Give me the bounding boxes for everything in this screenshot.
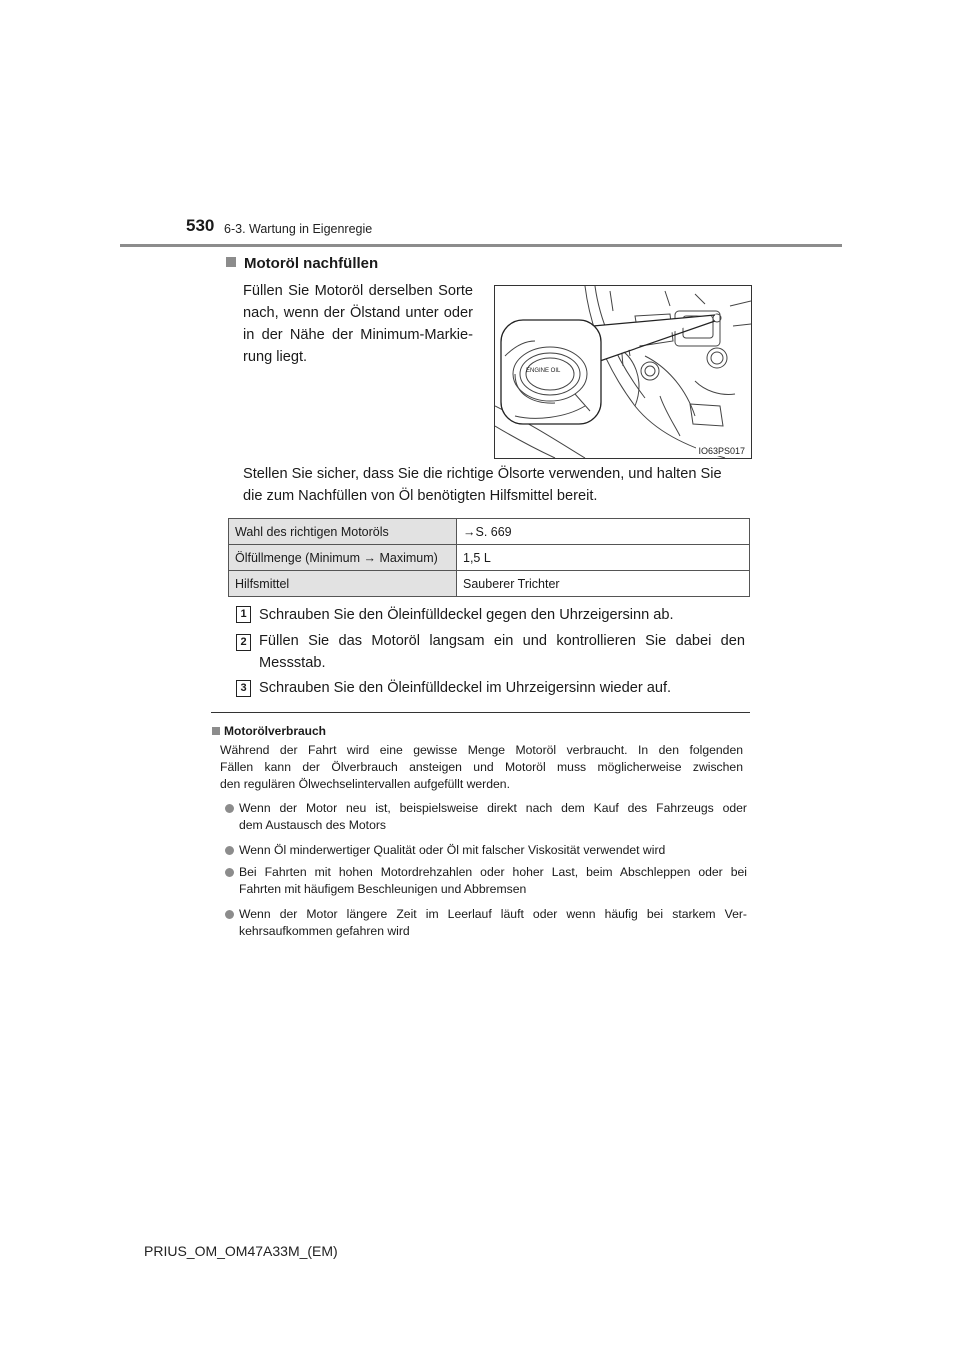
bullet-line: dem Austausch des Motors <box>239 818 386 832</box>
step-text <box>259 677 745 699</box>
bullet-line: kehrsaufkommen gefahren wird <box>239 924 410 938</box>
note-line: Fällen kann der Ölverbrauch ansteigen und Motoröl muss möglicherweise zwischen <box>220 760 743 774</box>
step-text <box>259 604 745 626</box>
square-bullet-icon <box>212 727 220 735</box>
step-line: Füllen Sie das Motoröl langsam ein und kontrollieren Sie dabei den <box>259 633 745 649</box>
intro-line: nach, wenn der Ölstand unter oder <box>243 305 473 321</box>
table-row <box>229 571 750 597</box>
intro2-line: Stellen Sie sicher, dass Sie die richtige Ölsorte verwenden, und halten Sie <box>243 466 722 482</box>
page-number: 530 <box>186 216 215 235</box>
step-line: Messstab. <box>259 655 326 671</box>
note-heading <box>212 724 326 738</box>
table-key: Ölfüllmenge (Minimum → Maximum) <box>229 545 457 571</box>
intro-line: in der Nähe der Minimum-Markie- <box>243 327 473 343</box>
step-line: Schrauben Sie den Öleinfülldeckel gegen den Uhrzeigersinn ab. <box>259 607 674 623</box>
bullet-line: Fahrten mit häufigem Beschleunigen und Abbremsen <box>239 882 527 896</box>
table-row <box>229 519 750 545</box>
intro2-paragraph <box>243 463 753 507</box>
step-number: 2 <box>236 634 251 651</box>
heading-text: Motoröl nachfüllen <box>244 255 379 272</box>
table-row <box>229 545 750 571</box>
note-bullet <box>239 864 747 898</box>
table-key: Wahl des richtigen Motoröls <box>229 519 457 545</box>
note-line: den regulären Ölwechselintervallen aufgefüllt werden. <box>220 777 510 791</box>
cap-label: ENGINE OIL <box>526 368 561 374</box>
step-text <box>259 630 745 674</box>
intro-line: Füllen Sie Motoröl derselben Sorte <box>243 283 473 299</box>
intro2-line: die zum Nachfüllen von Öl benötigten Hilfsmittel bereit. <box>243 488 598 504</box>
bullet-icon <box>225 804 234 813</box>
figure-code: IO63PS017 <box>698 446 745 456</box>
intro-line: rung liegt. <box>243 349 308 365</box>
note-line: Während der Fahrt wird eine gewisse Menge Motoröl verbraucht. In den folgenden <box>220 743 743 757</box>
note-bullet <box>239 842 747 859</box>
section-heading <box>226 255 378 272</box>
note-divider <box>211 712 750 713</box>
step-number: 3 <box>236 680 251 697</box>
table-key: Hilfsmittel <box>229 571 457 597</box>
bullet-line: Wenn der Motor neu ist, beispielsweise direkt nach dem Kauf des Fahrzeugs oder <box>239 801 747 815</box>
note-bullet <box>239 800 747 834</box>
step-number: 1 <box>236 606 251 623</box>
bullet-line: Wenn Öl minderwertiger Qualität oder Öl mit falscher Viskosität verwendet wird <box>239 843 666 857</box>
table-value: 1,5 L <box>457 545 750 571</box>
note-title: Motorölverbrauch <box>224 724 327 738</box>
engine-oil-cap-illustration <box>494 285 752 459</box>
bullet-icon <box>225 846 234 855</box>
bullet-icon <box>225 910 234 919</box>
table-value: →S. 669 <box>457 519 750 545</box>
note-bullet <box>239 906 747 940</box>
section-title: 6-3. Wartung in Eigenregie <box>224 222 373 236</box>
header-divider <box>120 244 842 247</box>
bullet-line: Wenn der Motor längere Zeit im Leerlauf läuft oder wenn häufig bei starkem Ver- <box>239 907 747 921</box>
bullet-icon <box>225 868 234 877</box>
oil-spec-table <box>228 518 750 597</box>
engine-bay-drawing <box>495 286 751 458</box>
step-line: Schrauben Sie den Öleinfülldeckel im Uhrzeigersinn wieder auf. <box>259 680 672 696</box>
document-footer: PRIUS_OM_OM47A33M_(EM) <box>144 1243 338 1259</box>
note-intro <box>220 742 743 793</box>
intro-paragraph <box>243 280 473 368</box>
bullet-line: Bei Fahrten mit hohen Motordrehzahlen oder hoher Last, beim Abschleppen oder bei <box>239 865 747 879</box>
table-value: Sauberer Trichter <box>457 571 750 597</box>
square-bullet-icon <box>226 257 236 267</box>
